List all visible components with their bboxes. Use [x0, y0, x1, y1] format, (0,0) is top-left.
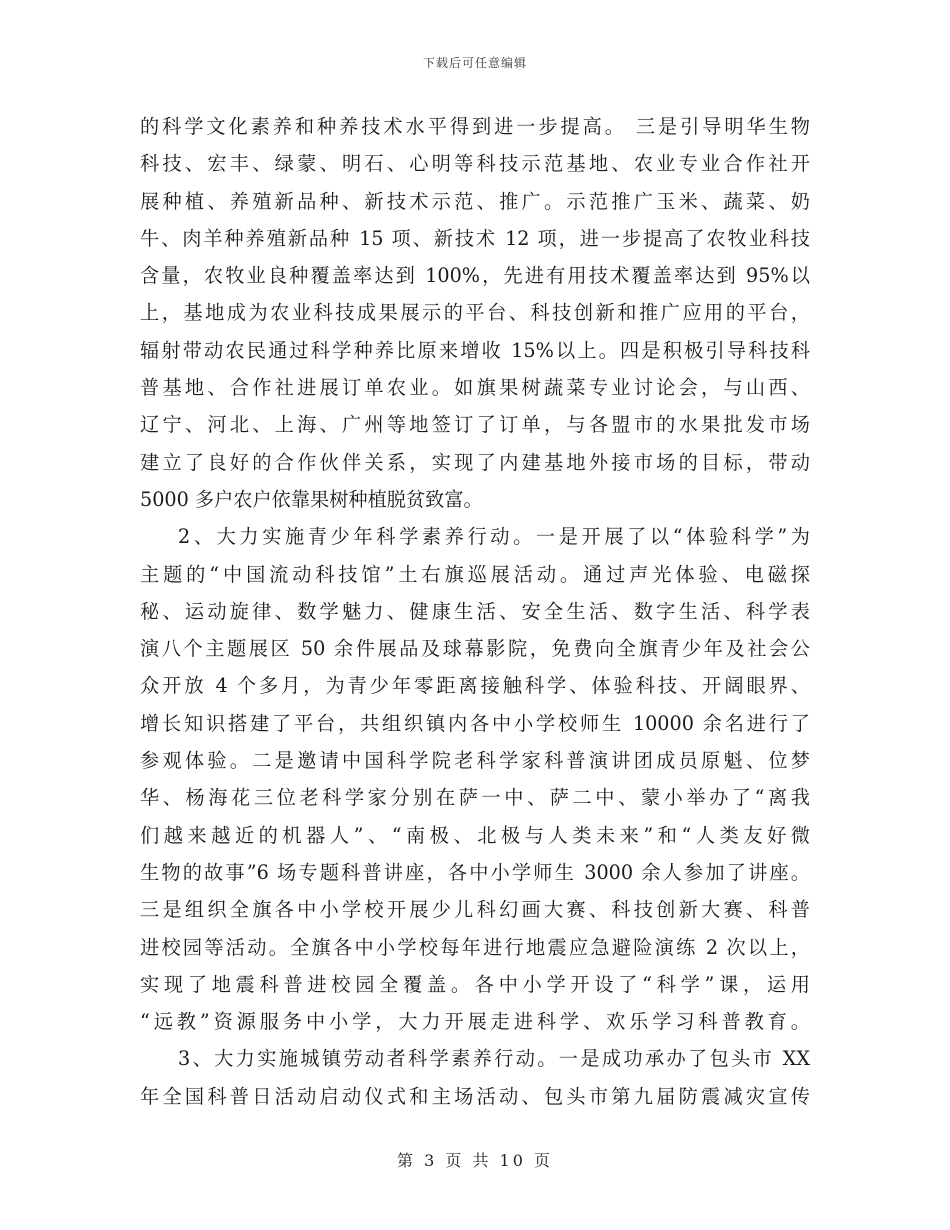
body-line: 辐射带动农民通过科学种养比原来增收 15%以上。四是积极引导科技科 [140, 338, 810, 362]
body-line: 参观体验。二是邀请中国科学院老科学家科普演讲团成员原魁、位梦 [140, 749, 810, 773]
body-line: 秘、运动旋律、数学魅力、健康生活、安全生活、数字生活、科学表 [140, 599, 810, 623]
body-line: “远教”资源服务中小学，大力开展走进科学、欢乐学习科普教育。 [140, 1010, 810, 1034]
body-line: 演八个主题展区 50 余件展品及球幕影院，免费向全旗青少年及社会公 [140, 637, 810, 661]
body-line: 进校园等活动。全旗各中小学校每年进行地震应急避险演练 2 次以上， [140, 935, 810, 959]
page-header: 下载后可任意编辑 [422, 56, 527, 70]
body-line: 展种植、养殖新品种、新技术示范、推广。示范推广玉米、蔬菜、奶 [140, 189, 810, 213]
body-line: 实现了地震科普进校园全覆盖。各中小学开设了“科学”课，运用 [140, 972, 810, 996]
page-footer: 第 3 页 共 10 页 [397, 1151, 553, 1170]
body-line: 增长知识搭建了平台，共组织镇内各中小学校师生 10000 余名进行了 [140, 711, 810, 735]
body-line: 3、大力实施城镇劳动者科学素养行动。一是成功承办了包头市 XX [178, 1047, 810, 1071]
body-line: 5000 多户农户依靠果树种植脱贫致富。 [140, 487, 483, 511]
body-line: 主题的“中国流动科技馆”土右旗巡展活动。通过声光体验、电磁探 [140, 562, 810, 586]
body-line: 三是组织全旗各中小学校开展少儿科幻画大赛、科技创新大赛、科普 [140, 898, 810, 922]
body-line: 牛、肉羊种养殖新品种 15 项、新技术 12 项，进一步提高了农牧业科技 [140, 226, 810, 250]
body-line: 科技、宏丰、绿蒙、明石、心明等科技示范基地、农业专业合作社开 [140, 152, 810, 176]
body-line: 建立了良好的合作伙伴关系，实现了内建基地外接市场的目标，带动 [140, 450, 810, 474]
body-line: 年全国科普日活动启动仪式和主场活动、包头市第九届防震减灾宣传 [140, 1084, 810, 1108]
body-line: 生物的故事”6 场专题科普讲座，各中小学师生 3000 余人参加了讲座。 [140, 860, 810, 884]
body-line: 普基地、合作社进展订单农业。如旗果树蔬菜专业讨论会，与山西、 [140, 376, 810, 400]
body-line: 上，基地成为农业科技成果展示的平台、科技创新和推广应用的平台， [140, 301, 810, 325]
body-line: 们越来越近的机器人”、“南极、北极与人类未来”和“人类友好微 [140, 823, 810, 847]
body-line: 含量，农牧业良种覆盖率达到 100%，先进有用技术覆盖率达到 95%以 [140, 264, 810, 288]
body-line: 华、杨海花三位老科学家分别在萨一中、萨二中、蒙小举办了“离我 [140, 786, 810, 810]
body-line: 2、大力实施青少年科学素养行动。一是开展了以“体验科学”为 [178, 525, 810, 549]
document-body [140, 108, 810, 1115]
body-line: 辽宁、河北、上海、广州等地签订了订单，与各盟市的水果批发市场 [140, 413, 810, 437]
body-line: 的科学文化素养和种养技术水平得到进一步提高。 三是引导明华生物 [140, 115, 810, 138]
body-line: 众开放 4 个多月，为青少年零距离接触科学、体验科技、开阔眼界、 [140, 674, 810, 698]
